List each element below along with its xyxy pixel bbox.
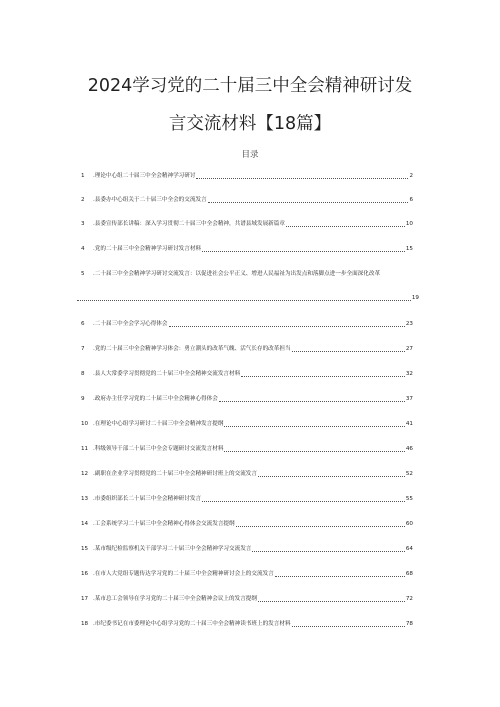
toc-entry-page: 37 (405, 396, 413, 402)
toc-entry-page: 32 (405, 371, 413, 377)
toc-entry[interactable] (81, 393, 413, 403)
toc-entry-title: .政府办主任学习党的二十届三中全会精神心得体会 (93, 396, 218, 402)
toc-entry[interactable] (81, 170, 413, 180)
toc-entry-title: .工会系统学习二十届三中全会精神心得体会交流发言提纲 (93, 521, 235, 527)
toc-entry-title: .党的二十届三中全会精神学习研讨发言材料 (93, 246, 202, 252)
toc-entry-number: 4 (81, 246, 85, 252)
toc-dot-leader (169, 326, 405, 327)
toc-entry-number: 8 (81, 371, 85, 377)
toc-entry-page: 41 (405, 421, 413, 427)
toc-entry-title: .市委组织部长二十届三中全会精神研讨发言 (93, 496, 202, 502)
toc-entry[interactable] (81, 268, 413, 278)
toc-entry[interactable] (81, 194, 413, 204)
toc-entry[interactable] (81, 318, 413, 328)
toc-entry-page: 6 (409, 197, 413, 203)
toc-entry-number: 13 (81, 496, 89, 502)
toc-entry-title: .某市总工会领导在学习党的二十届三中全会精神会议上的发言提纲 (93, 596, 257, 602)
toc-entry-title: .县委办中心组关于二十届三中全会的交流发言 (93, 197, 207, 203)
toc-entry[interactable] (81, 593, 413, 603)
toc-entry-number: 7 (81, 346, 85, 352)
toc-entry-title: .县委宣传部长讲稿：深入学习贯彻二十届三中全会精神，共谱县域发展新篇章 (93, 221, 285, 227)
toc-entry-number: 9 (81, 396, 85, 402)
toc-dot-leader (77, 300, 411, 301)
toc-entry-number: 14 (81, 521, 89, 527)
toc-entry[interactable] (81, 443, 413, 453)
toc-entry-page: 46 (405, 446, 413, 452)
toc-dot-leader (252, 551, 404, 552)
toc-dot-leader (224, 426, 404, 427)
toc-entry[interactable] (81, 543, 413, 553)
toc-entry-page: 78 (405, 621, 413, 627)
toc-entry[interactable] (81, 218, 413, 228)
toc-entry[interactable] (81, 243, 413, 253)
toc-entry-number: 16 (81, 571, 89, 577)
toc-entry-number: 12 (81, 471, 89, 477)
toc-heading: 目录 (241, 150, 259, 160)
toc-entry-page: 15 (405, 246, 413, 252)
toc-dot-leader (224, 451, 404, 452)
toc-entry-title: .市纪委书记在市委理论中心组学习党的二十届三中全会精神读书班上的发言材料 (93, 621, 291, 627)
toc-entry[interactable] (81, 493, 413, 503)
toc-entry-page: 10 (405, 221, 413, 227)
toc-entry[interactable] (81, 518, 413, 528)
toc-dot-leader (258, 476, 405, 477)
toc-dot-leader (258, 601, 405, 602)
toc-entry-title: .某市级纪检监察机关干部学习二十届三中全会精神学习交流发言 (93, 546, 252, 552)
toc-entry[interactable] (81, 343, 413, 353)
toc-dot-leader (202, 501, 405, 502)
toc-entry-number: 18 (81, 621, 89, 627)
toc-entry-page: 72 (405, 596, 413, 602)
toc-entry-number: 5 (81, 271, 85, 277)
toc-entry-number: 10 (81, 421, 89, 427)
toc-entry-title: .在理论中心组学习研讨二十届三中全会精神发言提纲 (93, 421, 224, 427)
toc-dot-leader (292, 351, 405, 352)
toc-entry-title: .科级领导干部二十届三中全会专题研讨交流发言材料 (93, 446, 224, 452)
toc-dot-leader (241, 376, 405, 377)
toc-entry-page: 68 (405, 571, 413, 577)
toc-entry-title: .县人大常委学习贯彻党的二十届三中全会精神交流发言材料 (93, 371, 241, 377)
toc-entry[interactable] (81, 418, 413, 428)
toc-entry-page: 64 (405, 546, 413, 552)
toc-entry[interactable] (81, 368, 413, 378)
toc-entry-page: 60 (405, 521, 413, 527)
toc-entry-page: 52 (405, 471, 413, 477)
toc-entry-title: .在市人大党组专题传达学习党的二十届三中全会精神研讨会上的交流发言 (93, 571, 274, 577)
toc-entry-number: 17 (81, 596, 89, 602)
toc-entry-title: .党的二十届三中全会精神学习体会：勇立潮头的改革气魄、活气长存的改革担当 (93, 346, 291, 352)
toc-dot-leader (196, 178, 408, 179)
toc-entry-page: 2 (409, 173, 413, 179)
toc-dot-leader (202, 251, 405, 252)
toc-entry[interactable] (81, 568, 413, 578)
document-title-line-2: 言交流材料【18篇】 (168, 114, 332, 134)
toc-entry-number: 2 (81, 197, 85, 203)
toc-entry-page: 27 (405, 346, 413, 352)
toc-entry-number: 11 (81, 446, 89, 452)
toc-entry-number: 6 (81, 321, 85, 327)
toc-entry-title: .二十届三中全会精神学习研讨交流发言：以促进社会公平正义、增进人民福祉为出发点和落脚点进一步全面深化改革 (93, 271, 381, 277)
toc-entry-continuation[interactable] (76, 294, 419, 302)
toc-entry-number: 15 (81, 546, 89, 552)
toc-entry-title: .副职在企业学习贯彻党的二十届三中全会精神研讨班上的交流发言 (93, 471, 257, 477)
toc-dot-leader (208, 202, 409, 203)
toc-dot-leader (236, 526, 405, 527)
toc-entry-number: 1 (81, 173, 85, 179)
toc-entry[interactable] (81, 618, 413, 628)
toc-dot-leader (275, 576, 405, 577)
toc-entry-title: .二十届三中全会学习心得体会 (93, 321, 168, 327)
toc-dot-leader (219, 401, 405, 402)
toc-entry-number: 3 (81, 221, 85, 227)
toc-dot-leader (292, 626, 405, 627)
toc-entry-title: .理论中心组二十届三中全会精神学习研讨 (93, 173, 196, 179)
toc-entry-page: 23 (405, 321, 413, 327)
toc-entry[interactable] (81, 468, 413, 478)
document-title-line-1: 2024学习党的二十届三中全会精神研讨发 (87, 76, 413, 96)
toc-dot-leader (286, 226, 405, 227)
toc-entry-page: 19 (411, 295, 419, 301)
toc-entry-page: 55 (405, 496, 413, 502)
